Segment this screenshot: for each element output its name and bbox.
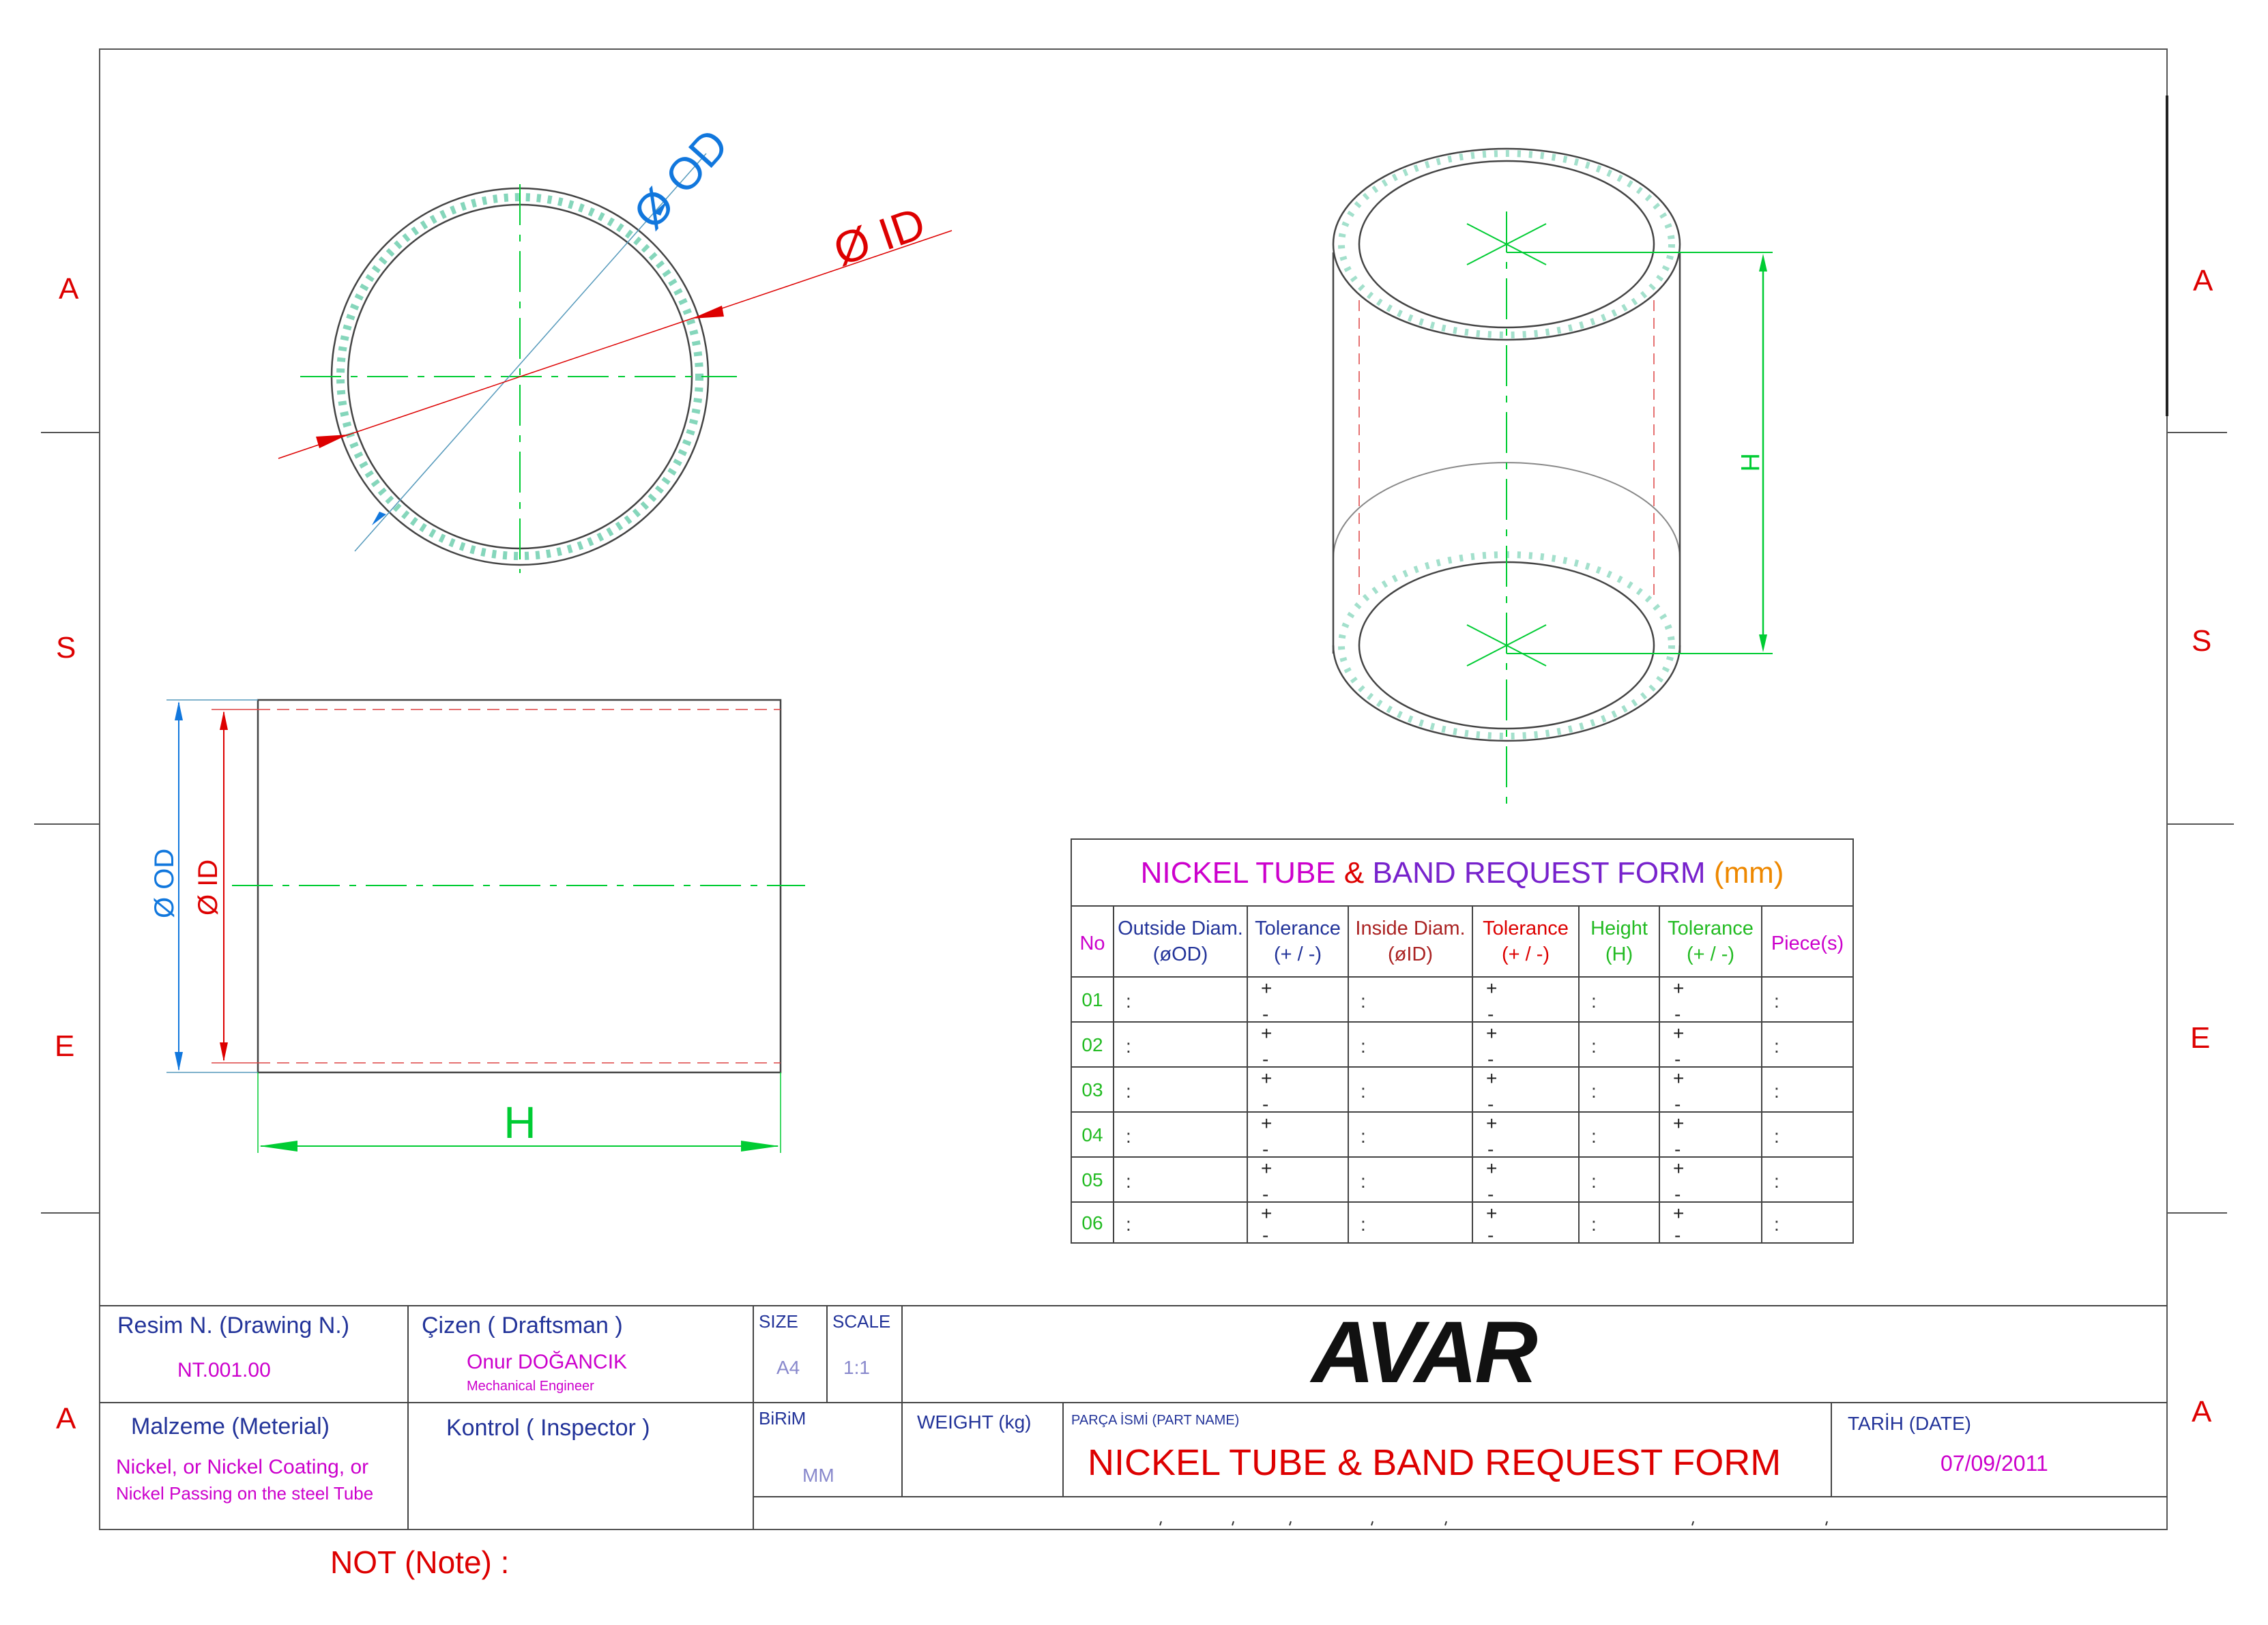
form-cell-colon[interactable]: : bbox=[1126, 1081, 1131, 1102]
form-cell-colon[interactable]: : bbox=[1361, 1126, 1366, 1147]
form-cell-minus[interactable]: - bbox=[1674, 1225, 1681, 1246]
form-cell-minus[interactable]: - bbox=[1674, 1049, 1681, 1070]
side-h-label: H bbox=[504, 1097, 536, 1147]
form-cell-minus[interactable]: - bbox=[1262, 1049, 1269, 1070]
form-cell-colon[interactable]: : bbox=[1591, 1171, 1597, 1192]
zone-letter-left-4: A bbox=[56, 1402, 76, 1435]
form-cell-plus[interactable]: + bbox=[1673, 1068, 1685, 1089]
form-cell-colon[interactable]: : bbox=[1774, 1214, 1779, 1235]
form-cell-plus[interactable]: + bbox=[1673, 1158, 1685, 1179]
form-cell-colon[interactable]: : bbox=[1774, 1126, 1779, 1147]
zone-letter-right-1: A bbox=[2193, 264, 2213, 297]
side-view bbox=[149, 700, 805, 1153]
form-cell-plus[interactable]: + bbox=[1486, 1203, 1498, 1224]
form-cell-plus[interactable]: + bbox=[1486, 978, 1498, 999]
size-label: SIZE bbox=[759, 1311, 798, 1332]
form-row-number: 01 bbox=[1081, 989, 1103, 1010]
form-cell-colon[interactable]: : bbox=[1361, 1171, 1366, 1192]
iso-h-arrow-top bbox=[1759, 254, 1767, 272]
form-header-cell: Outside Diam. bbox=[1118, 918, 1243, 939]
side-id-arrow-top bbox=[220, 711, 228, 730]
top-view-centerlines bbox=[300, 184, 737, 573]
side-id-label: Ø ID bbox=[193, 859, 223, 916]
form-cell-plus[interactable]: + bbox=[1261, 1068, 1273, 1089]
part-name-value: NICKEL TUBE & BAND REQUEST FORM bbox=[1088, 1442, 1782, 1483]
scale-value: 1:1 bbox=[843, 1357, 870, 1378]
form-cell-plus[interactable]: + bbox=[1486, 1068, 1498, 1089]
form-header-cell-sub: (øOD) bbox=[1152, 943, 1208, 965]
form-cell-minus[interactable]: - bbox=[1262, 1184, 1269, 1205]
zone-letter-right-2: S bbox=[2192, 624, 2212, 658]
zone-letter-right-4: A bbox=[2192, 1395, 2212, 1429]
material-label: Malzeme (Meterial) bbox=[131, 1414, 330, 1439]
form-header-cell-sub: (øID) bbox=[1387, 943, 1434, 965]
side-od-label: Ø OD bbox=[149, 848, 179, 918]
form-cell-colon[interactable]: : bbox=[1774, 1081, 1779, 1102]
form-cell-plus[interactable]: + bbox=[1486, 1113, 1498, 1134]
form-cell-colon[interactable]: : bbox=[1591, 1126, 1597, 1147]
unit-value: MM bbox=[802, 1465, 834, 1486]
form-cell-minus[interactable]: - bbox=[1674, 1004, 1681, 1025]
form-cell-colon[interactable]: : bbox=[1591, 1036, 1597, 1057]
form-cell-minus[interactable]: - bbox=[1262, 1004, 1269, 1025]
iso-h-label: H bbox=[1735, 453, 1764, 472]
form-cell-colon[interactable]: : bbox=[1361, 1214, 1366, 1235]
zone-letter-left-3: E bbox=[55, 1029, 75, 1063]
form-cell-minus[interactable]: - bbox=[1262, 1139, 1269, 1160]
form-cell-plus[interactable]: + bbox=[1673, 978, 1685, 999]
top-view bbox=[278, 119, 952, 573]
form-cell-colon[interactable]: : bbox=[1361, 991, 1366, 1012]
drawing-number-value: NT.001.00 bbox=[177, 1359, 271, 1381]
date-value: 07/09/2011 bbox=[1940, 1451, 2048, 1476]
form-cell-plus[interactable]: + bbox=[1261, 1203, 1273, 1224]
form-cell-colon[interactable]: : bbox=[1774, 991, 1779, 1012]
form-title-part-4: REQUEST bbox=[1455, 856, 1609, 890]
date-label: TARİH (DATE) bbox=[1848, 1413, 1971, 1434]
h-arrow-left bbox=[259, 1141, 297, 1152]
h-arrow-right bbox=[741, 1141, 779, 1152]
form-cell-colon[interactable]: : bbox=[1126, 1126, 1131, 1147]
form-header-cell: Tolerance bbox=[1255, 918, 1341, 939]
form-row-number: 05 bbox=[1081, 1169, 1103, 1190]
form-header-cell: No bbox=[1079, 933, 1105, 954]
top-id-label: Ø ID bbox=[827, 197, 931, 276]
bottom-tick-marks bbox=[1160, 1521, 1827, 1525]
form-title-part-3: BAND bbox=[1372, 856, 1456, 890]
form-title-part-6: (mm) bbox=[1705, 856, 1784, 890]
side-id-arrow-bottom bbox=[220, 1042, 228, 1062]
title-block bbox=[100, 1304, 2167, 1529]
form-row-number: 04 bbox=[1081, 1124, 1103, 1145]
form-cell-plus[interactable]: + bbox=[1673, 1113, 1685, 1134]
size-value: A4 bbox=[776, 1357, 800, 1378]
form-row-number: 02 bbox=[1081, 1034, 1103, 1055]
form-header-cell: Piece(s) bbox=[1771, 933, 1844, 954]
request-form bbox=[1071, 839, 1853, 1246]
form-cell-plus[interactable]: + bbox=[1673, 1203, 1685, 1224]
form-cell-colon[interactable]: : bbox=[1126, 991, 1131, 1012]
scale-label: SCALE bbox=[832, 1311, 891, 1332]
note-label: NOT (Note) : bbox=[330, 1545, 510, 1580]
zone-letter-left-1: A bbox=[59, 272, 79, 306]
form-header-cell: Tolerance bbox=[1483, 918, 1569, 939]
form-cell-colon[interactable]: : bbox=[1126, 1036, 1131, 1057]
avar-logo: AVAR bbox=[1311, 1304, 1535, 1401]
form-title-part-5: FORM bbox=[1608, 856, 1706, 890]
form-header-cell: Tolerance bbox=[1668, 918, 1754, 939]
form-row-number: 06 bbox=[1081, 1212, 1103, 1233]
form-cell-colon[interactable]: : bbox=[1591, 991, 1597, 1012]
form-cell-minus[interactable]: - bbox=[1487, 1139, 1494, 1160]
form-cell-minus[interactable]: - bbox=[1487, 1004, 1494, 1025]
isometric-view bbox=[1333, 149, 1773, 805]
material-line-2: Nickel Passing on the steel Tube bbox=[116, 1483, 374, 1504]
form-cell-plus[interactable]: + bbox=[1261, 978, 1273, 999]
form-cell-plus[interactable]: + bbox=[1261, 1113, 1273, 1134]
side-od-arrow-bottom bbox=[175, 1052, 183, 1071]
form-cell-minus[interactable]: - bbox=[1487, 1184, 1494, 1205]
form-header-cell: Height bbox=[1590, 918, 1648, 939]
form-cell-colon[interactable]: : bbox=[1361, 1081, 1366, 1102]
form-row-number: 03 bbox=[1081, 1079, 1103, 1100]
iso-centerlines bbox=[1467, 211, 1773, 805]
draftsman-name: Onur DOĞANCIK bbox=[467, 1351, 628, 1373]
iso-h-arrow-bottom bbox=[1759, 634, 1767, 652]
draftsman-label: Çizen ( Draftsman ) bbox=[422, 1313, 623, 1338]
form-header-cell-sub: (+ / -) bbox=[1501, 943, 1550, 965]
drawing-number-label: Resim N. (Drawing N.) bbox=[117, 1313, 350, 1338]
form-cell-plus[interactable]: + bbox=[1261, 1158, 1273, 1179]
form-cell-colon[interactable]: : bbox=[1126, 1171, 1131, 1192]
form-cell-plus[interactable]: + bbox=[1486, 1023, 1498, 1044]
form-header-cell-sub: (H) bbox=[1605, 943, 1633, 965]
form-title bbox=[1141, 856, 1784, 890]
form-cell-minus[interactable]: - bbox=[1674, 1139, 1681, 1160]
form-header-cell: Inside Diam. bbox=[1355, 918, 1466, 939]
form-header-cell-sub: (+ / -) bbox=[1273, 943, 1322, 965]
form-cell-colon[interactable]: : bbox=[1361, 1036, 1366, 1057]
form-cell-plus[interactable]: + bbox=[1261, 1023, 1273, 1044]
form-title-part-1: NICKEL TUBE bbox=[1140, 856, 1336, 890]
form-cell-plus[interactable]: + bbox=[1486, 1158, 1498, 1179]
form-cell-minus[interactable]: - bbox=[1674, 1184, 1681, 1205]
side-od-arrow-top bbox=[175, 701, 183, 720]
top-od-label: Ø OD bbox=[623, 119, 738, 239]
weight-label: WEIGHT (kg) bbox=[917, 1411, 1032, 1433]
zone-letter-left-2: S bbox=[56, 631, 76, 664]
zone-letter-right-3: E bbox=[2190, 1021, 2211, 1055]
form-header-cell-sub: (+ / -) bbox=[1686, 943, 1735, 965]
form-cell-minus[interactable]: - bbox=[1487, 1225, 1494, 1246]
form-title-part-2: & bbox=[1335, 856, 1373, 890]
inspector-label: Kontrol ( Inspector ) bbox=[446, 1415, 650, 1441]
form-cell-colon[interactable]: : bbox=[1126, 1214, 1131, 1235]
draftsman-title: Mechanical Engineer bbox=[467, 1379, 594, 1394]
form-cell-minus[interactable]: - bbox=[1262, 1225, 1269, 1246]
form-cell-plus[interactable]: + bbox=[1673, 1023, 1685, 1044]
form-cell-colon[interactable]: : bbox=[1774, 1171, 1779, 1192]
material-line-1: Nickel, or Nickel Coating, or bbox=[116, 1456, 369, 1478]
unit-label: BiRiM bbox=[759, 1408, 806, 1429]
form-cell-colon[interactable]: : bbox=[1591, 1214, 1597, 1235]
form-cell-minus[interactable]: - bbox=[1674, 1094, 1681, 1115]
form-cell-minus[interactable]: - bbox=[1262, 1094, 1269, 1115]
form-cell-minus[interactable]: - bbox=[1487, 1094, 1494, 1115]
part-name-label: PARÇA İSMİ (PART NAME) bbox=[1071, 1413, 1240, 1428]
form-cell-colon[interactable]: : bbox=[1774, 1036, 1779, 1057]
form-cell-colon[interactable]: : bbox=[1591, 1081, 1597, 1102]
form-cell-minus[interactable]: - bbox=[1487, 1049, 1494, 1070]
form-border bbox=[1071, 839, 1853, 1243]
